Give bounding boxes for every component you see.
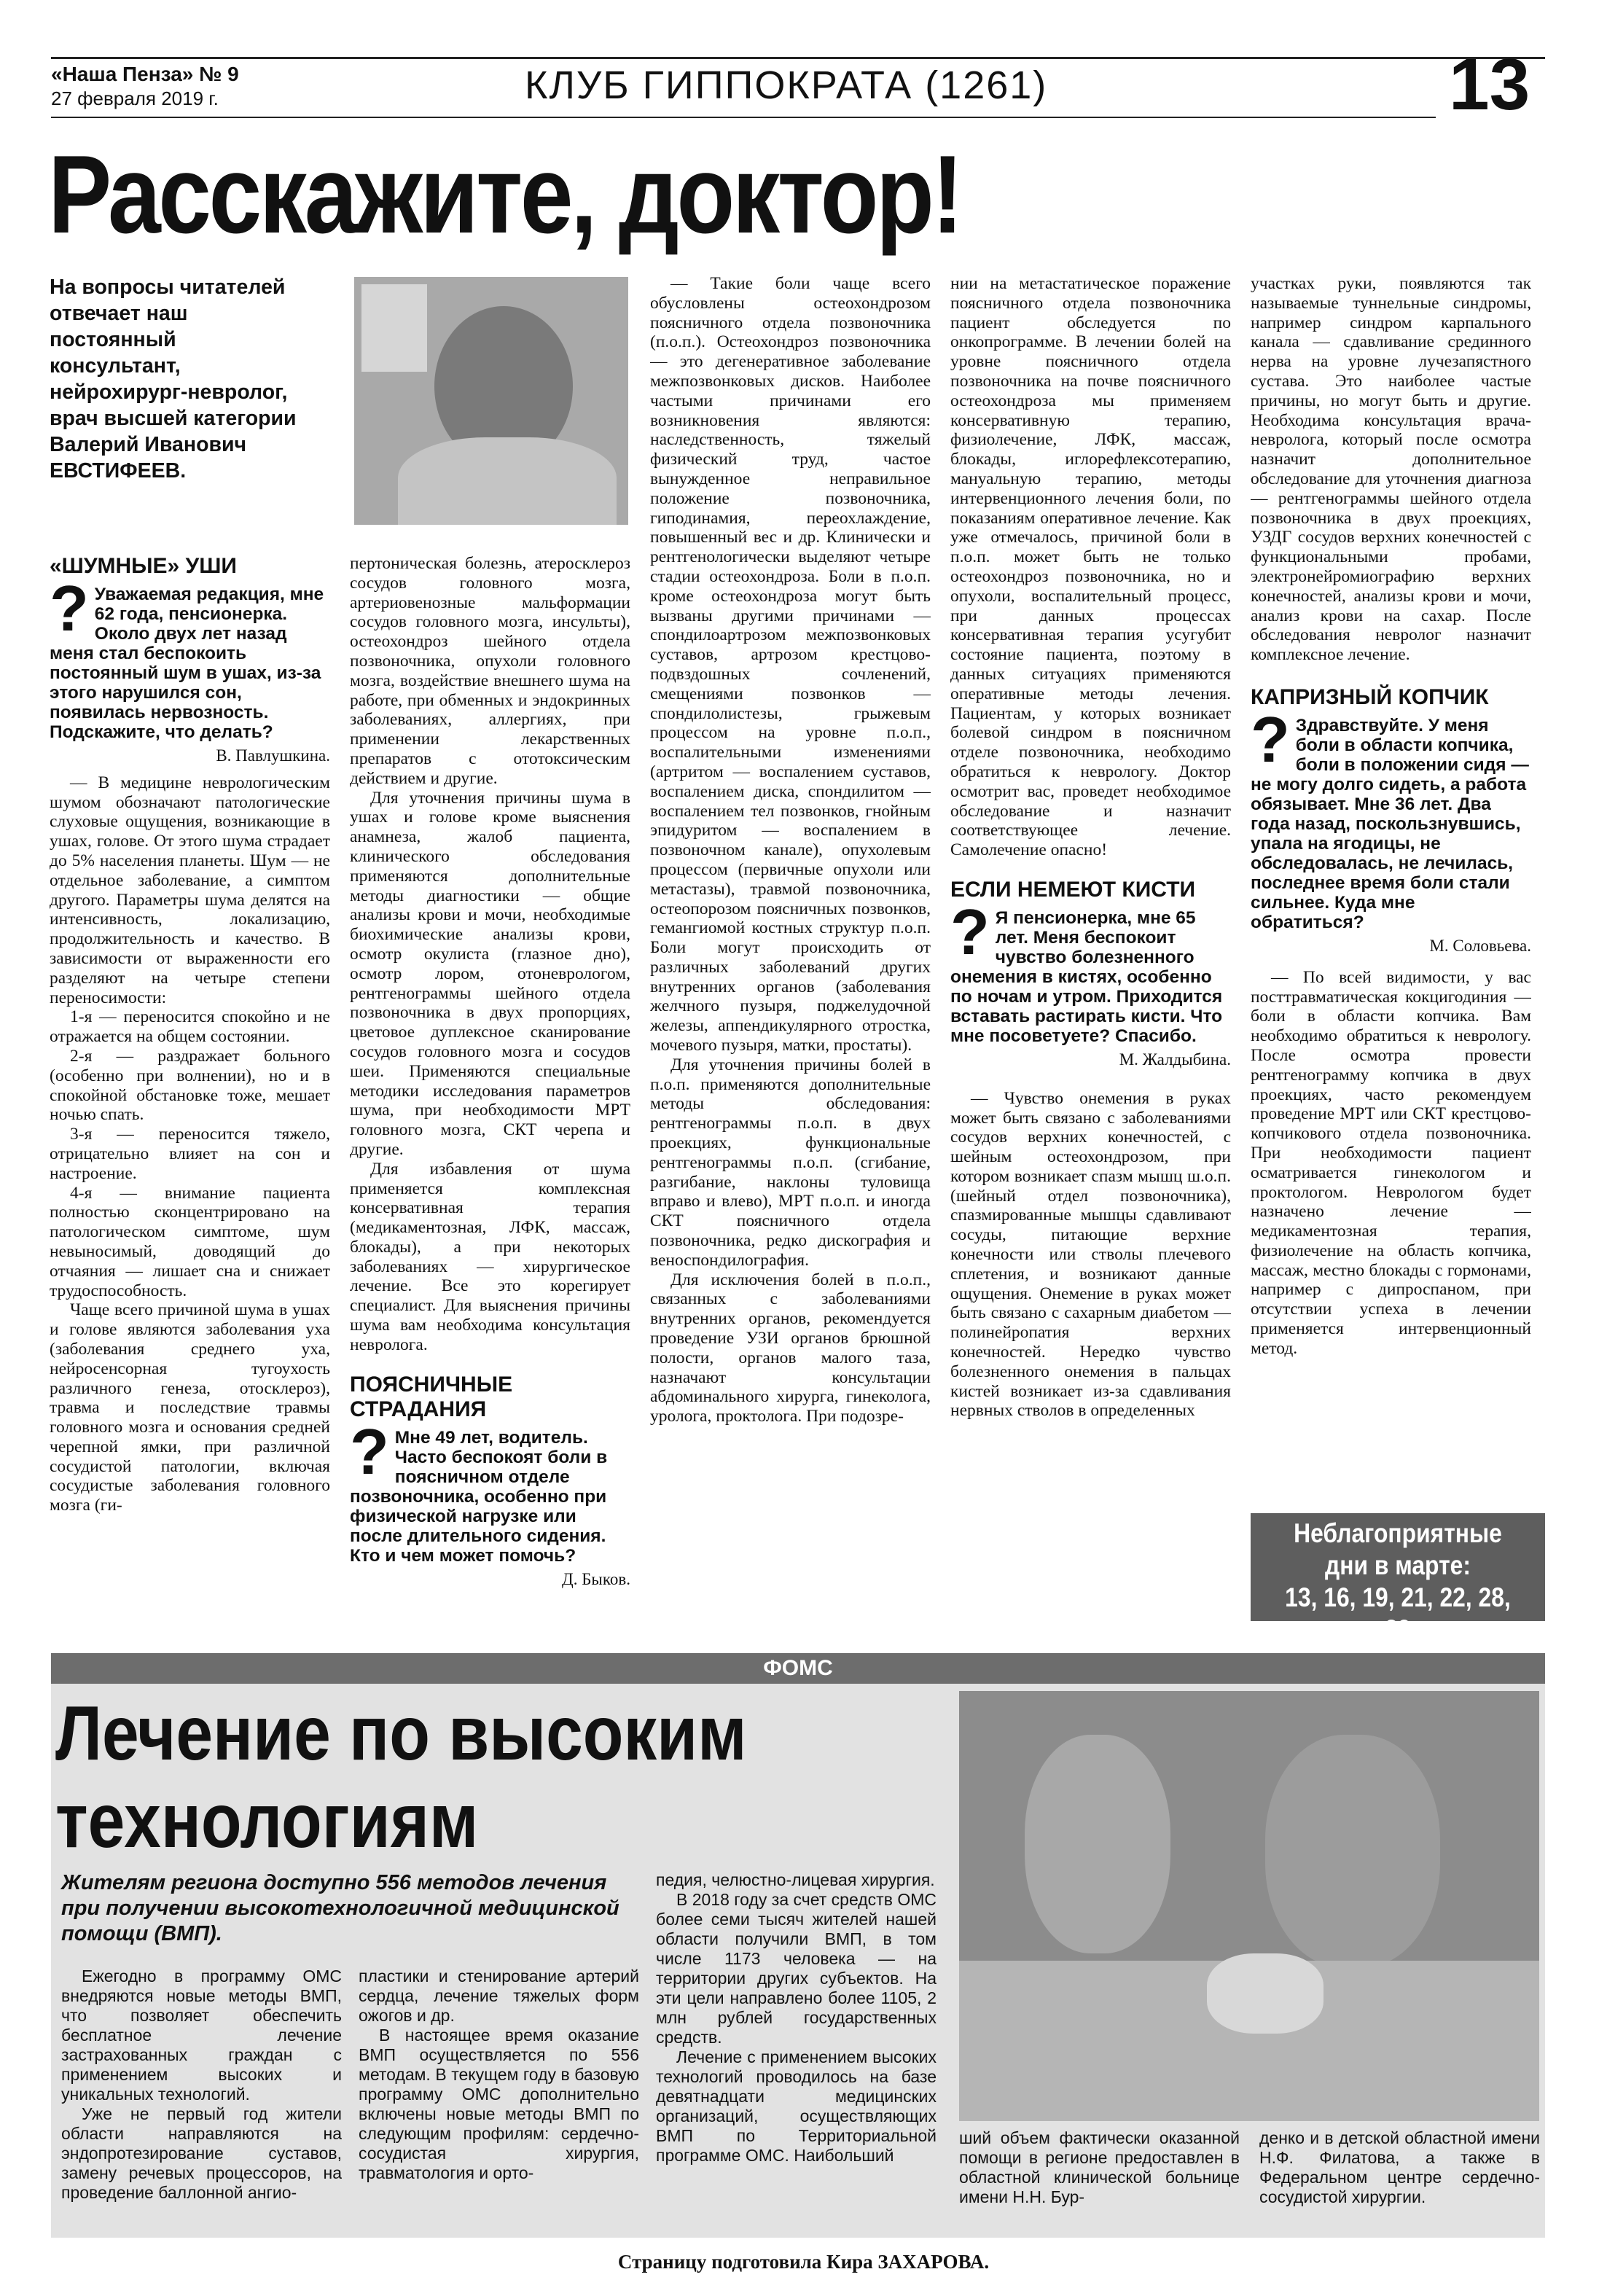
foms-paragraph: В 2018 году за счет средств ОМС более семи тысяч жителей нашей области получили ВМП, в том числе 1173 человека — на территории других субъектов. На эти цели направлено более 1105, 2 млн рублей государственных средств. — [656, 1890, 937, 2047]
foms-paragraph: ший объем фактически оказанной помощи в регионе предоставлен в областной клинической больнице имени Н.Н. Бур- — [959, 2128, 1240, 2206]
section-heading: «ШУМНЫЕ» УШИ — [50, 554, 237, 578]
question-author: В. Павлушкина. — [216, 746, 330, 765]
answer-paragraph: — По всей видимости, у вас посттравматическая кокцигодиния — боли в области копчика. Вам необходимо обратиться к неврологу. После осмотра провести рентгенограмму копчика в двух проекциях, часто рекомендуем проведение МРТ или СКТ крестцово-копчикового отдела позвоночника. При необходимости пациент осматривается гинекологом и проктологом. Неврологом будет назначено лечение — медикаментозная терапия, физиолечение на область копчика, массаж, местно блокады с гормонами, например с дипроспаном, при отсутствии успеха в лечении применяется интервенционный метод. — [1251, 967, 1531, 1358]
foms-paragraph: Ежегодно в программу ОМС внедряются новые методы ВМП, что позволяет обеспечить бесплатное лечение застрахованных граждан с применением высоких и уникальных технологий. — [61, 1967, 342, 2104]
foms-column-5 — [1259, 2128, 1540, 2223]
section-heading: ПОЯСНИЧНЫЕ СТРАДАНИЯ — [350, 1372, 513, 1421]
header-bottom-rule — [51, 117, 1436, 118]
question-mark-icon: ? — [350, 1415, 389, 1488]
foms-column-2 — [359, 1967, 639, 2222]
column-5 — [1251, 274, 1531, 1499]
answer-paragraph: 3-я — переносится тяжело, отрицательно влияет на сон и настроение. — [50, 1125, 330, 1183]
foms-column-3 — [656, 1870, 937, 2222]
answer-paragraph: 1-я — переносится спокойно и не отражается на общем состоянии. — [50, 1007, 330, 1047]
foms-paragraph: педия, челюстно-лицевая хирургия. — [656, 1870, 935, 1889]
question-author: Д. Быков. — [562, 1569, 630, 1588]
question-mark-icon: ? — [1251, 703, 1290, 776]
paper-name: «Наша Пенза» № 9 — [51, 63, 239, 85]
foms-paragraph: В настоящее время оказание ВМП осуществляется по 556 методам. В текущем году в базовую программу ОМС дополнительно включены новые методы ВМП по следующим профилям: сердечно-сосудистая хирургия, травматология и орто- — [359, 2026, 639, 2182]
answer-paragraph: Для уточнения причины болей в п.о.п. применяются дополнительные методы обследования: рентгенограммы п.о.п. в двух проекциях, функциональные рентгенограммы п.о.п. (сгибание, разгибание, наклоны туловища вправо и влево), МРТ п.о.п. и иногда СКТ поясничного отдела позвоночника, редко дискография и веноспондилография. — [650, 1055, 931, 1270]
section-heading: ЕСЛИ НЕМЕЮТ КИСТИ — [950, 877, 1196, 902]
main-headline: Расскажите, доктор! — [48, 133, 961, 257]
foms-paragraph: денко и в детской областной имени Н.Ф. Филатова, а также в Федеральном центре сердечно-сосудистой хирургии. — [1259, 2128, 1540, 2206]
answer-paragraph: Для исключения болей в п.о.п., связанных с заболеваниями внутренних органов, рекомендуется проведение УЗИ органов брюшной полости, органов малого таза, назначают консультации абдоминального хирурга, гинеколога, уролога, проктолога. При подозре- — [650, 1270, 931, 1426]
surgery-photo — [959, 1691, 1539, 2121]
answer-paragraph: Для избавления от шума применяется комплексная консервативная терапия (медикаментозная, ЛФК, массаж, блокады), а при некоторых заболеваниях — хирургическое лечение. Все это корегирует специалист. Для выяснения причины шума вам необходима консультация невролога. — [350, 1159, 630, 1354]
answer-paragraph: 4-я — внимание пациента полностью сконцентрировано на патологическом симптоме, шум невыносимый, доводящий до отчаяния — лишает сна и снижает трудоспособность. — [50, 1183, 330, 1300]
foms-column-4 — [959, 2128, 1240, 2223]
foms-label-bar — [51, 1653, 1545, 1684]
reader-question: ? Я пенсионерка, мне 65 лет. Меня беспокоит чувство болезненного онемения в кистях, особенно по ночам и утром. Приходится вставать растирать кисти. Что мне посоветуете? Спасибо. — [950, 895, 1223, 1046]
question-mark-icon: ? — [950, 895, 990, 968]
answer-paragraph: пертоническая болезнь, атеросклероз сосудов головного мозга, артериовенозные мальформации сосудов головного мозга, инсульты), остеохондроз шейного отдела позвоночника, опухоли головного мозга, воздействие внешнего шума на работе, при обменных и эндокринных заболеваниях, аллергиях, при применении лекарственных препаратов с ототоксическим действием и другие. — [350, 554, 630, 788]
doctor-photo — [354, 277, 628, 525]
column-4 — [950, 274, 1231, 1630]
foms-paragraph: пластики и стенирование артерий сердца, лечение тяжелых форм ожогов и др. — [359, 1967, 639, 2025]
reader-question: ? Здравствуйте. У меня боли в области копчика, боли в положении сидя — не могу долго сидеть, а работа обязывает. Мне 36 лет. Два года назад, поскользнувшись, упала на ягодицы, не обследовалась, не лечилась, последнее время боли стали сильнее. Куда мне обратиться? — [1251, 703, 1529, 932]
days-box-dates: 13, 16, 19, 21, 22, 28, 29 — [1285, 1582, 1511, 1644]
foms-title-line1: Лечение по высоким — [55, 1690, 747, 1776]
foms-lead: Жителям региона доступно 556 методов лечения при получении высокотехнологичной медицинской помощи (ВМП). — [61, 1871, 619, 1945]
section-heading: КАПРИЗНЫЙ КОПЧИК — [1251, 684, 1489, 709]
page-credit: Страницу подготовила Кира ЗАХАРОВА. — [617, 2251, 990, 2273]
question-author: М. Жалдыбина. — [1119, 1050, 1231, 1069]
intro-text: На вопросы читателей отвечает наш постоянный консультант, нейрохирург-невролог, врач высшей категории Валерий Иванович ЕВСТИФЕЕВ. — [50, 276, 297, 483]
answer-paragraph: — В медицине неврологическим шумом обозначают патологические слуховые ощущения, возникающие в ушах, голове. От этого шума страдает до 5% населения планеты. Шум — не отдельное заболевание, а симптом другого. Параметры шума делятся на интенсивность, локализацию, продолжительность и качество. В зависимости от выраженности его разделяют на четыре степени переносимости: — [50, 773, 330, 1007]
foms-label: ФОМС — [763, 1656, 833, 1680]
answer-paragraph: Для уточнения причины шума в ушах и голове кроме выяснения анамнеза, жалоб пациента, клинического обследования применяются дополнительные методы диагностики — общие анализы крови и мочи, необходимые биохимические анализы крови, осмотр окулиста (глазное дно), осмотр лором, отоневрологом, рентгенограммы шейного отдела позвоночника в двух пропорциях, цветовое дуплексное сканирование сосудов головного мозга и сосудов шеи. Применяются специальные методики исследования параметров шума, при необходимости МРТ головного мозга, СКТ черепа и другие. — [350, 788, 630, 1159]
page-number: 13 — [1449, 44, 1530, 125]
answer-paragraph: нии на метастатическое поражение поясничного отдела позвоночника пациент обследуется по онкопрограмме. В лечении болей на уровне поясничного отдела позвоночника на почве поясничного остеохондроза мы применяем консервативную терапию, физиолечение, ЛФК, массаж, блокады, иглорефлексотерапию, мануальную терапию, методы интервенционного лечения боли, по показаниям оперативное лечение. Как уже отмечалось, причиной боли в п.о.п. может быть не только остеохондроз позвоночника, но и опухоли, воспалительный процесс, при данных процессах консервативная терапия усугубит состояние пациента, поэтому в данных ситуациях применяются оперативные методы лечения. Пациентам, у которых возникает болевой синдром в поясничном отделе позвоночника, необходимо обратиться к неврологу. Доктор осмотрит вас, проведет необходимое обследование и назначит соответствующее лечение. Самолечение опасно! — [950, 274, 1231, 860]
days-box-line2: дни в марте: — [1325, 1550, 1471, 1580]
column-3 — [650, 274, 931, 1630]
answer-paragraph: Чаще всего причиной шума в ушах и голове являются заболевания уха (заболевания среднего уха, нейросенсорная тугоухость различного генеза, отосклероз), травма и последствие травмы головного мозга и основания средней черепной ямки, при различной сосудистой патологии, включая сосудистые заболевания головного мозга (ги- — [50, 1300, 330, 1515]
answer-paragraph: — Чувство онемения в руках может быть связано с заболеваниями сосудов верхних конечностей, с шейным остеохондрозом, при котором возникает спазм мышц ш.о.п. (шейный отдел позвоночника), спазмированные мышцы сдавливают сосуды, питающие верхние конечности или стволы плечевого сплетения, и возникают данные ощущения. Онемение в руках может быть связано с сахарным диабетом — полинейропатия верхних конечностей. Нередко чувство болезненного онемения в пальцах кистей возникает из-за сдавливания нервных стволов в определенных — [950, 1088, 1231, 1421]
question-author: М. Соловьева. — [1429, 936, 1531, 955]
answer-paragraph: 2-я — раздражает больного (особенно при волнении), но и в спокойной обстановке тоже, мешает ночью спать. — [50, 1046, 330, 1125]
answer-paragraph: — Такие боли чаще всего обусловлены остеохондрозом поясничного отдела позвоночника (п.о.п.). Остеохондроз позвоночника — это дегенеративное заболевание межпозвонковых дисков. Наиболее частыми причинами его возникновения являются: наследственность, тяжелый физический труд, частое вынужденное неправильное положение позвоночника, гиподинамия, переохлаждение, повышенный вес и др. Клинически и рентгенологически выделяют четыре стадии остеохондроза. Боли в п.о.п. кроме остеохондроза могут быть вызваны другими причинами — спондилоартрозом межпозвонковых суставов, артрозом крестцово-подвздошных сочленений, смещениями позвонков — спондилолистезы, грыжевым процессом на уровне п.о.п., воспалительными изменениями (артритом — воспалением суставов, воспалением диска, спондилитом — воспалением тел позвонков, гнойным эпидуритом — воспалением в позвоночном канале), опухолевым процессом (первичные опухоли или метастазы), травмой позвоночника, остеопорозом поясничных позвонков, гемангиомой костных структур п.о.п. Боли могут происходить от различных заболеваний других внутренних органов (заболевания желчного пузыря, поджелудочной железы, аппендикулярного отростка, мочевого пузыря, матки, простаты). — [650, 274, 931, 1055]
reader-question: ? Мне 49 лет, водитель. Часто беспокоят боли в поясничном отделе позвоночника, особенно при физической нагрузке или после длительного сидения. Кто и чем может помочь? — [350, 1415, 608, 1566]
foms-paragraph: Уже не первый год жители области направляются на эндопротезирование суставов, замену речевых процессоров, на проведение баллонной ангио- — [61, 2104, 342, 2202]
foms-paragraph: Лечение с применением высоких технологий проводилось на базе девятнадцати медицинских организаций, осуществляющих ВМП по Территориальной программе ОМС. Наибольший — [656, 2047, 937, 2165]
foms-title-line2: технологиям — [55, 1778, 479, 1864]
header-top-rule — [51, 57, 1545, 59]
answer-paragraph: участках руки, появляются так называемые туннельные синдромы, например синдром карпального канала — сдавливание срединного нерва на уровне лучезапястного сустава. Это наиболее частые причины, но могут быть и другие. Необходима консультация врача-невролога, который после осмотра назначит дополнительное обследование для уточнения диагноза — рентгенограммы шейного отдела позвоночника в двух проекциях, УЗДГ сосудов верхних конечностей с функциональными пробами, электронейромиографию верхних конечностей, анализы крови и мочи, анализ крови на сахар. После обследования невролог назначит комплексное лечение. — [1251, 274, 1531, 665]
days-box-line1: Неблагоприятные — [1294, 1518, 1502, 1548]
rubric-title: КЛУБ ГИППОКРАТА (1261) — [525, 63, 1048, 107]
issue-date: 27 февраля 2019 г. — [51, 87, 219, 109]
reader-question: ? Уважаемая редакция, мне 62 года, пенсионерка. Около двух лет назад меня стал беспокоить постоянный шум в ушах, из-за этого нарушился сон, появилась нервозность. Подскажите, что делать? — [50, 572, 324, 742]
column-1 — [50, 554, 330, 1633]
question-mark-icon: ? — [50, 572, 89, 644]
column-2 — [350, 554, 630, 1633]
unfavorable-days-box — [1251, 1513, 1545, 1644]
foms-column-1 — [61, 1967, 342, 2222]
